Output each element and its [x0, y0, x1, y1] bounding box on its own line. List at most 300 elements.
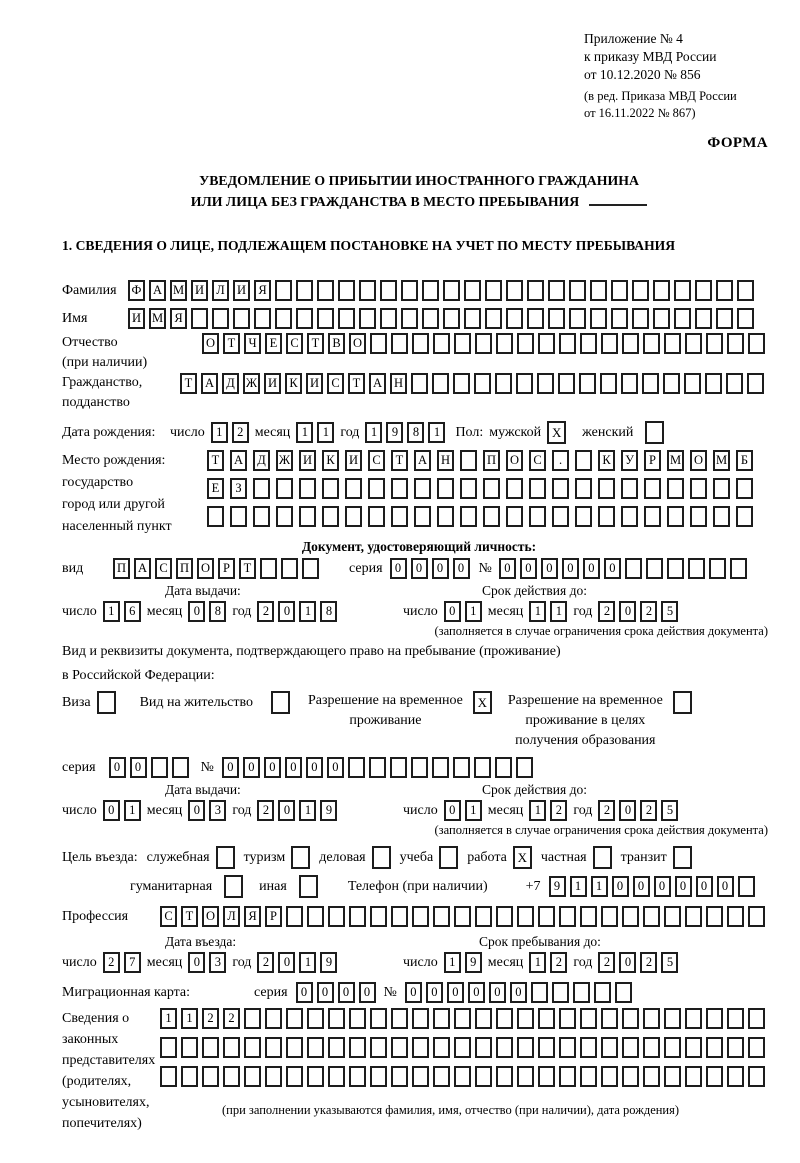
char-cell[interactable]	[380, 280, 397, 301]
char-cell[interactable]: З	[230, 478, 247, 499]
char-cell[interactable]: 2	[550, 800, 567, 821]
char-cell[interactable]	[690, 478, 707, 499]
char-cell[interactable]	[391, 1008, 408, 1029]
char-cell[interactable]	[474, 757, 491, 778]
char-cell[interactable]: 0	[619, 601, 636, 622]
char-cell[interactable]: 0	[520, 558, 537, 579]
char-cell[interactable]: И	[191, 280, 208, 301]
char-cell[interactable]: .	[552, 450, 569, 471]
char-cell[interactable]: 1	[103, 601, 120, 622]
char-cell[interactable]: Т	[223, 333, 240, 354]
char-cell[interactable]: 0	[717, 876, 734, 897]
char-cell[interactable]: Т	[239, 558, 256, 579]
char-cell[interactable]	[391, 1037, 408, 1058]
char-cell[interactable]	[695, 280, 712, 301]
char-cell[interactable]	[674, 280, 691, 301]
char-cell[interactable]	[517, 333, 534, 354]
char-cell[interactable]	[454, 906, 471, 927]
char-cell[interactable]	[713, 506, 730, 527]
char-cell[interactable]: 9	[549, 876, 566, 897]
char-cell[interactable]	[328, 1008, 345, 1029]
char-cell[interactable]	[559, 333, 576, 354]
char-cell[interactable]	[625, 558, 642, 579]
char-cell[interactable]: 2	[598, 601, 615, 622]
char-cell[interactable]	[474, 373, 491, 394]
char-cell[interactable]: 5	[661, 800, 678, 821]
char-cell[interactable]	[516, 757, 533, 778]
char-cell[interactable]	[622, 333, 639, 354]
char-cell[interactable]	[684, 373, 701, 394]
char-cell[interactable]: 1	[299, 601, 316, 622]
char-cell[interactable]: К	[598, 450, 615, 471]
char-cell[interactable]	[621, 373, 638, 394]
char-cell[interactable]	[460, 450, 477, 471]
char-cell[interactable]	[706, 333, 723, 354]
char-cell[interactable]	[412, 906, 429, 927]
char-cell[interactable]	[349, 1008, 366, 1029]
char-cell[interactable]: 0	[359, 982, 376, 1003]
char-cell[interactable]: Т	[181, 906, 198, 927]
char-cell[interactable]	[475, 1066, 492, 1087]
char-cell[interactable]	[414, 478, 431, 499]
char-cell[interactable]: Я	[244, 906, 261, 927]
char-cell[interactable]: П	[483, 450, 500, 471]
char-cell[interactable]	[690, 506, 707, 527]
char-cell[interactable]: Я	[254, 280, 271, 301]
char-cell[interactable]	[737, 308, 754, 329]
char-cell[interactable]	[437, 478, 454, 499]
char-cell[interactable]	[322, 506, 339, 527]
char-cell[interactable]: А	[134, 558, 151, 579]
char-cell[interactable]	[223, 1066, 240, 1087]
char-cell[interactable]	[369, 757, 386, 778]
char-cell[interactable]	[558, 373, 575, 394]
char-cell[interactable]	[453, 373, 470, 394]
char-cell[interactable]	[643, 1066, 660, 1087]
char-cell[interactable]: М	[170, 280, 187, 301]
char-cell[interactable]	[286, 1037, 303, 1058]
char-cell[interactable]	[667, 478, 684, 499]
char-cell[interactable]	[727, 333, 744, 354]
char-cell[interactable]	[390, 757, 407, 778]
char-cell[interactable]	[496, 1037, 513, 1058]
char-cell[interactable]: И	[264, 373, 281, 394]
char-cell[interactable]: С	[160, 906, 177, 927]
char-cell[interactable]: Ф	[128, 280, 145, 301]
char-cell[interactable]: 0	[510, 982, 527, 1003]
char-cell[interactable]	[727, 1037, 744, 1058]
char-cell[interactable]	[391, 906, 408, 927]
char-cell[interactable]	[265, 1008, 282, 1029]
char-cell[interactable]	[244, 1008, 261, 1029]
char-cell[interactable]: 2	[640, 601, 657, 622]
char-cell[interactable]	[615, 982, 632, 1003]
char-cell[interactable]	[359, 280, 376, 301]
char-cell[interactable]: К	[322, 450, 339, 471]
char-cell[interactable]: Т	[207, 450, 224, 471]
char-cell[interactable]	[664, 1066, 681, 1087]
char-cell[interactable]	[706, 1066, 723, 1087]
char-cell[interactable]: 6	[124, 601, 141, 622]
char-cell[interactable]: У	[621, 450, 638, 471]
char-cell[interactable]: 0	[453, 558, 470, 579]
char-cell[interactable]	[688, 558, 705, 579]
char-cell[interactable]	[345, 506, 362, 527]
char-cell[interactable]: 0	[432, 558, 449, 579]
char-cell[interactable]	[496, 1008, 513, 1029]
char-cell[interactable]	[212, 308, 229, 329]
char-cell[interactable]: Н	[390, 373, 407, 394]
char-cell[interactable]: 0	[278, 952, 295, 973]
char-cell[interactable]: С	[529, 450, 546, 471]
char-cell[interactable]	[496, 333, 513, 354]
char-cell[interactable]	[349, 1037, 366, 1058]
char-cell[interactable]	[391, 506, 408, 527]
purpose-study-checkbox[interactable]	[439, 846, 458, 869]
char-cell[interactable]: 0	[188, 601, 205, 622]
char-cell[interactable]: 1	[299, 952, 316, 973]
char-cell[interactable]	[559, 1037, 576, 1058]
purpose-other-checkbox[interactable]	[299, 875, 318, 898]
char-cell[interactable]: 0	[317, 982, 334, 1003]
char-cell[interactable]	[538, 1008, 555, 1029]
char-cell[interactable]: 0	[109, 757, 126, 778]
char-cell[interactable]	[559, 906, 576, 927]
char-cell[interactable]	[716, 308, 733, 329]
char-cell[interactable]: С	[155, 558, 172, 579]
purpose-work-checkbox[interactable]: X	[513, 846, 532, 869]
char-cell[interactable]: 1	[317, 422, 334, 443]
char-cell[interactable]: Ч	[244, 333, 261, 354]
char-cell[interactable]: С	[368, 450, 385, 471]
char-cell[interactable]	[172, 757, 189, 778]
char-cell[interactable]	[244, 1066, 261, 1087]
char-cell[interactable]	[496, 1066, 513, 1087]
char-cell[interactable]	[307, 1008, 324, 1029]
char-cell[interactable]: 2	[598, 952, 615, 973]
char-cell[interactable]	[475, 906, 492, 927]
char-cell[interactable]	[646, 558, 663, 579]
char-cell[interactable]: 0	[411, 558, 428, 579]
char-cell[interactable]	[517, 1066, 534, 1087]
char-cell[interactable]	[412, 1037, 429, 1058]
char-cell[interactable]	[531, 982, 548, 1003]
char-cell[interactable]	[191, 308, 208, 329]
char-cell[interactable]	[527, 280, 544, 301]
char-cell[interactable]	[437, 506, 454, 527]
residence-permit-checkbox[interactable]	[271, 691, 290, 714]
char-cell[interactable]: Д	[253, 450, 270, 471]
char-cell[interactable]	[230, 506, 247, 527]
char-cell[interactable]: А	[369, 373, 386, 394]
char-cell[interactable]	[412, 333, 429, 354]
char-cell[interactable]	[685, 1008, 702, 1029]
char-cell[interactable]: 2	[550, 952, 567, 973]
char-cell[interactable]	[575, 506, 592, 527]
char-cell[interactable]: Ж	[276, 450, 293, 471]
char-cell[interactable]: 2	[202, 1008, 219, 1029]
char-cell[interactable]	[260, 558, 277, 579]
char-cell[interactable]: 1	[211, 422, 228, 443]
char-cell[interactable]	[391, 478, 408, 499]
char-cell[interactable]: 8	[209, 601, 226, 622]
char-cell[interactable]	[506, 280, 523, 301]
char-cell[interactable]: 1	[529, 601, 546, 622]
char-cell[interactable]	[580, 333, 597, 354]
char-cell[interactable]: 0	[222, 757, 239, 778]
char-cell[interactable]	[748, 1008, 765, 1029]
char-cell[interactable]: 1	[444, 952, 461, 973]
char-cell[interactable]	[475, 1008, 492, 1029]
char-cell[interactable]	[464, 308, 481, 329]
char-cell[interactable]: О	[197, 558, 214, 579]
char-cell[interactable]	[202, 1066, 219, 1087]
char-cell[interactable]	[622, 1066, 639, 1087]
char-cell[interactable]: 0	[426, 982, 443, 1003]
char-cell[interactable]: 0	[499, 558, 516, 579]
char-cell[interactable]	[705, 373, 722, 394]
male-checkbox[interactable]: X	[547, 421, 566, 444]
char-cell[interactable]: 2	[223, 1008, 240, 1029]
char-cell[interactable]	[738, 876, 755, 897]
char-cell[interactable]	[580, 906, 597, 927]
char-cell[interactable]	[664, 333, 681, 354]
char-cell[interactable]	[747, 373, 764, 394]
purpose-business-checkbox[interactable]	[372, 846, 391, 869]
char-cell[interactable]	[370, 333, 387, 354]
char-cell[interactable]	[317, 308, 334, 329]
char-cell[interactable]: Н	[437, 450, 454, 471]
char-cell[interactable]	[160, 1037, 177, 1058]
char-cell[interactable]: П	[176, 558, 193, 579]
char-cell[interactable]: 2	[640, 800, 657, 821]
char-cell[interactable]: О	[349, 333, 366, 354]
char-cell[interactable]	[538, 1037, 555, 1058]
char-cell[interactable]	[207, 506, 224, 527]
char-cell[interactable]: 2	[598, 800, 615, 821]
char-cell[interactable]	[254, 308, 271, 329]
char-cell[interactable]: 0	[278, 601, 295, 622]
char-cell[interactable]	[537, 373, 554, 394]
char-cell[interactable]: Т	[307, 333, 324, 354]
char-cell[interactable]	[307, 1066, 324, 1087]
char-cell[interactable]: Л	[223, 906, 240, 927]
char-cell[interactable]	[737, 280, 754, 301]
char-cell[interactable]: 1	[124, 800, 141, 821]
char-cell[interactable]	[307, 906, 324, 927]
char-cell[interactable]	[506, 506, 523, 527]
char-cell[interactable]	[317, 280, 334, 301]
char-cell[interactable]	[663, 373, 680, 394]
char-cell[interactable]: 1	[365, 422, 382, 443]
purpose-tourism-checkbox[interactable]	[291, 846, 310, 869]
char-cell[interactable]	[338, 280, 355, 301]
char-cell[interactable]	[538, 1066, 555, 1087]
char-cell[interactable]: 2	[103, 952, 120, 973]
char-cell[interactable]	[643, 1008, 660, 1029]
char-cell[interactable]	[496, 906, 513, 927]
char-cell[interactable]	[338, 308, 355, 329]
char-cell[interactable]: М	[713, 450, 730, 471]
char-cell[interactable]: И	[345, 450, 362, 471]
char-cell[interactable]	[736, 506, 753, 527]
char-cell[interactable]: 5	[661, 952, 678, 973]
char-cell[interactable]	[516, 373, 533, 394]
char-cell[interactable]	[622, 1008, 639, 1029]
char-cell[interactable]	[495, 373, 512, 394]
char-cell[interactable]	[299, 506, 316, 527]
char-cell[interactable]	[275, 280, 292, 301]
char-cell[interactable]: 2	[257, 601, 274, 622]
char-cell[interactable]	[653, 280, 670, 301]
char-cell[interactable]: 0	[604, 558, 621, 579]
char-cell[interactable]: 1	[160, 1008, 177, 1029]
char-cell[interactable]	[460, 478, 477, 499]
char-cell[interactable]	[370, 1037, 387, 1058]
char-cell[interactable]: 5	[661, 601, 678, 622]
char-cell[interactable]	[611, 308, 628, 329]
char-cell[interactable]	[664, 1008, 681, 1029]
char-cell[interactable]	[454, 1008, 471, 1029]
char-cell[interactable]: 0	[188, 952, 205, 973]
temp-residence-checkbox[interactable]: X	[473, 691, 492, 714]
char-cell[interactable]: 0	[468, 982, 485, 1003]
char-cell[interactable]	[253, 478, 270, 499]
char-cell[interactable]: 3	[209, 800, 226, 821]
char-cell[interactable]	[529, 506, 546, 527]
char-cell[interactable]: 8	[407, 422, 424, 443]
char-cell[interactable]	[412, 1066, 429, 1087]
char-cell[interactable]	[644, 506, 661, 527]
char-cell[interactable]	[598, 506, 615, 527]
char-cell[interactable]: И	[233, 280, 250, 301]
char-cell[interactable]	[454, 1066, 471, 1087]
char-cell[interactable]	[349, 1066, 366, 1087]
char-cell[interactable]	[302, 558, 319, 579]
char-cell[interactable]: 9	[320, 952, 337, 973]
char-cell[interactable]	[485, 308, 502, 329]
char-cell[interactable]	[559, 1008, 576, 1029]
char-cell[interactable]	[391, 333, 408, 354]
char-cell[interactable]: 0	[583, 558, 600, 579]
edu-residence-checkbox[interactable]	[673, 691, 692, 714]
char-cell[interactable]	[412, 1008, 429, 1029]
char-cell[interactable]	[286, 906, 303, 927]
char-cell[interactable]: 0	[278, 800, 295, 821]
char-cell[interactable]	[464, 280, 481, 301]
char-cell[interactable]	[286, 1066, 303, 1087]
char-cell[interactable]: 0	[188, 800, 205, 821]
char-cell[interactable]	[632, 308, 649, 329]
char-cell[interactable]: 1	[428, 422, 445, 443]
char-cell[interactable]	[575, 450, 592, 471]
char-cell[interactable]	[422, 308, 439, 329]
char-cell[interactable]: Е	[207, 478, 224, 499]
char-cell[interactable]: 8	[320, 601, 337, 622]
char-cell[interactable]	[709, 558, 726, 579]
char-cell[interactable]	[368, 478, 385, 499]
char-cell[interactable]	[598, 478, 615, 499]
char-cell[interactable]	[495, 757, 512, 778]
char-cell[interactable]	[601, 1066, 618, 1087]
char-cell[interactable]	[601, 906, 618, 927]
char-cell[interactable]	[653, 308, 670, 329]
char-cell[interactable]	[748, 906, 765, 927]
char-cell[interactable]	[286, 1008, 303, 1029]
char-cell[interactable]	[748, 333, 765, 354]
char-cell[interactable]	[414, 506, 431, 527]
char-cell[interactable]	[601, 333, 618, 354]
char-cell[interactable]: В	[328, 333, 345, 354]
char-cell[interactable]: А	[149, 280, 166, 301]
char-cell[interactable]: 0	[444, 800, 461, 821]
char-cell[interactable]	[621, 506, 638, 527]
char-cell[interactable]	[433, 1066, 450, 1087]
char-cell[interactable]	[573, 982, 590, 1003]
char-cell[interactable]	[726, 373, 743, 394]
char-cell[interactable]	[370, 1008, 387, 1029]
char-cell[interactable]	[685, 906, 702, 927]
char-cell[interactable]	[443, 280, 460, 301]
char-cell[interactable]	[460, 506, 477, 527]
char-cell[interactable]: И	[306, 373, 323, 394]
char-cell[interactable]: 1	[465, 800, 482, 821]
char-cell[interactable]	[548, 308, 565, 329]
char-cell[interactable]	[160, 1066, 177, 1087]
char-cell[interactable]: 7	[124, 952, 141, 973]
char-cell[interactable]	[727, 906, 744, 927]
char-cell[interactable]: О	[690, 450, 707, 471]
char-cell[interactable]: О	[202, 333, 219, 354]
char-cell[interactable]	[580, 1008, 597, 1029]
char-cell[interactable]: М	[667, 450, 684, 471]
char-cell[interactable]: 9	[386, 422, 403, 443]
char-cell[interactable]: 0	[130, 757, 147, 778]
char-cell[interactable]	[322, 478, 339, 499]
char-cell[interactable]	[181, 1066, 198, 1087]
char-cell[interactable]: Л	[212, 280, 229, 301]
char-cell[interactable]	[685, 1066, 702, 1087]
char-cell[interactable]	[590, 308, 607, 329]
char-cell[interactable]: 0	[562, 558, 579, 579]
char-cell[interactable]	[685, 333, 702, 354]
char-cell[interactable]	[506, 478, 523, 499]
char-cell[interactable]	[454, 333, 471, 354]
char-cell[interactable]: 2	[232, 422, 249, 443]
char-cell[interactable]: 0	[633, 876, 650, 897]
char-cell[interactable]	[443, 308, 460, 329]
char-cell[interactable]: 0	[619, 800, 636, 821]
char-cell[interactable]: 0	[264, 757, 281, 778]
char-cell[interactable]	[485, 280, 502, 301]
char-cell[interactable]: А	[414, 450, 431, 471]
char-cell[interactable]	[202, 1037, 219, 1058]
char-cell[interactable]: 0	[285, 757, 302, 778]
char-cell[interactable]	[453, 757, 470, 778]
char-cell[interactable]	[590, 280, 607, 301]
char-cell[interactable]	[368, 506, 385, 527]
purpose-transit-checkbox[interactable]	[673, 846, 692, 869]
char-cell[interactable]	[727, 1066, 744, 1087]
char-cell[interactable]: О	[202, 906, 219, 927]
char-cell[interactable]: П	[113, 558, 130, 579]
char-cell[interactable]: Т	[391, 450, 408, 471]
char-cell[interactable]: 1	[570, 876, 587, 897]
char-cell[interactable]	[643, 333, 660, 354]
char-cell[interactable]	[706, 1008, 723, 1029]
char-cell[interactable]	[736, 478, 753, 499]
purpose-humanitarian-checkbox[interactable]	[224, 875, 243, 898]
